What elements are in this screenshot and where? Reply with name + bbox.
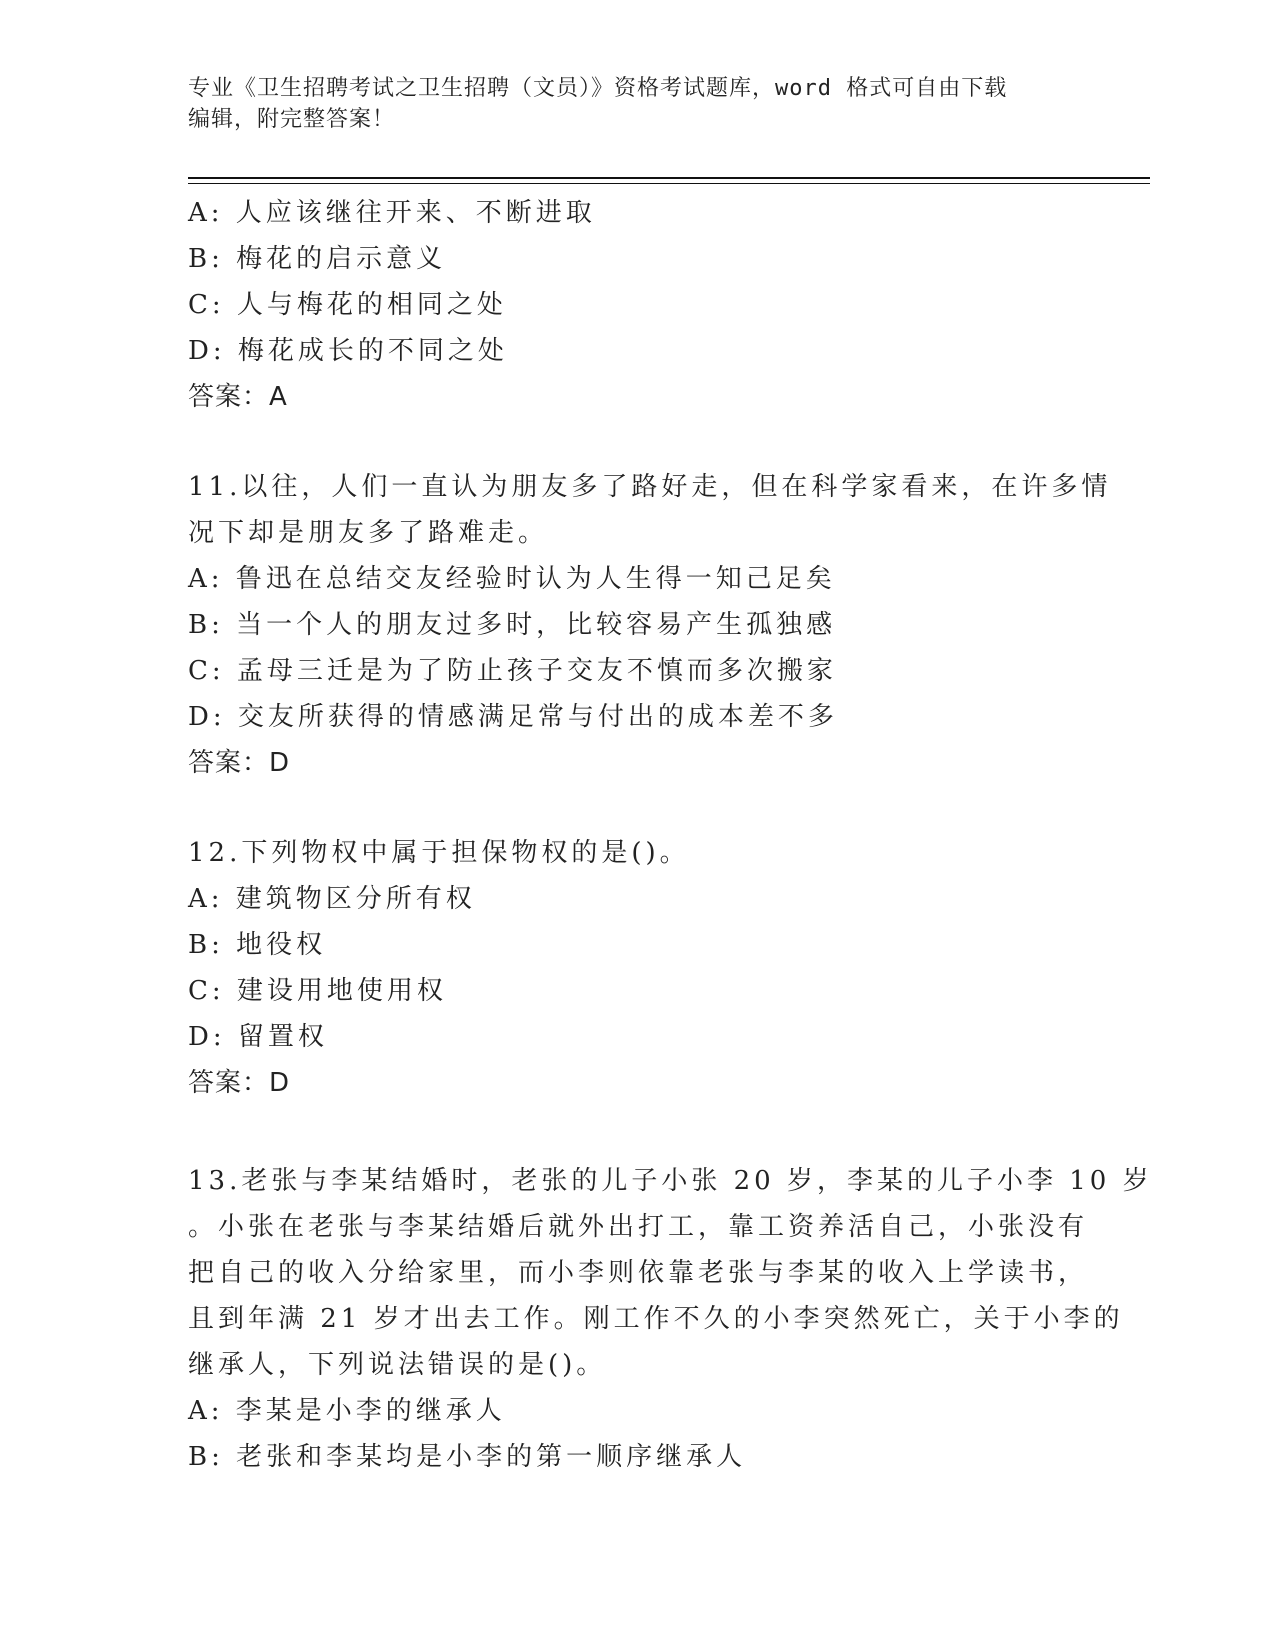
question-11 xyxy=(188,464,1112,786)
document-header xyxy=(188,73,1068,135)
answer-line: 答案：D xyxy=(188,1068,291,1098)
option-c: C: 孟母三迁是为了防止孩子交友不慎而多次搬家 xyxy=(188,656,837,686)
option-a: A: 鲁迅在总结交友经验时认为人生得一知己足矣 xyxy=(188,564,836,594)
option-a: A: 人应该继往开来、不断进取 xyxy=(188,198,596,228)
answer-line: 答案：A xyxy=(188,382,288,412)
option-b: B: 地役权 xyxy=(188,930,327,960)
option-a: A: 建筑物区分所有权 xyxy=(188,884,476,914)
question-stem-line: 11.以往，人们一直认为朋友多了路好走，但在科学家看来，在许多情 xyxy=(188,472,1112,502)
option-c: C: 人与梅花的相同之处 xyxy=(188,290,507,320)
question-stem-line: 且到年满 21 岁才出去工作。刚工作不久的小李突然死亡，关于小李的 xyxy=(188,1304,1124,1334)
option-d: D: 留置权 xyxy=(188,1022,328,1052)
question-stem-line: 12.下列物权中属于担保物权的是()。 xyxy=(188,838,690,868)
option-b: B: 老张和李某均是小李的第一顺序继承人 xyxy=(188,1442,747,1472)
option-c: C: 建设用地使用权 xyxy=(188,976,447,1006)
option-b: B: 梅花的启示意义 xyxy=(188,244,447,274)
question-stem-line: 13.老张与李某结婚时，老张的儿子小张 20 岁，李某的儿子小李 10 岁 xyxy=(188,1166,1153,1196)
question-list xyxy=(188,190,1153,1480)
question-12 xyxy=(188,830,1088,1106)
question-10 xyxy=(188,190,1088,420)
question-13 xyxy=(188,1158,1153,1480)
option-d: D: 梅花成长的不同之处 xyxy=(188,336,508,366)
header-divider-thick xyxy=(188,177,1150,179)
answer-line: 答案：D xyxy=(188,748,291,778)
question-stem-line: 。小张在老张与李某结婚后就外出打工，靠工资养活自己，小张没有 xyxy=(188,1212,1089,1242)
spacer xyxy=(188,420,1088,464)
spacer xyxy=(188,1106,1088,1158)
option-d: D: 交友所获得的情感满足常与付出的成本差不多 xyxy=(188,702,838,732)
header-line-1: 专业《卫生招聘考试之卫生招聘（文员）》资格考试题库，word 格式可自由下载 xyxy=(188,76,1008,101)
question-stem-line: 继承人，下列说法错误的是()。 xyxy=(188,1350,607,1380)
option-b: B: 当一个人的朋友过多时，比较容易产生孤独感 xyxy=(188,610,837,640)
option-a: A: 李某是小李的继承人 xyxy=(188,1396,506,1426)
spacer xyxy=(188,786,1088,830)
header-divider-thin xyxy=(188,183,1150,184)
header-line-2: 编辑，附完整答案！ xyxy=(188,107,396,132)
question-stem-line: 把自己的收入分给家里，而小李则依靠老张与李某的收入上学读书， xyxy=(188,1258,1089,1288)
question-stem-line: 况下却是朋友多了路难走。 xyxy=(188,518,549,548)
